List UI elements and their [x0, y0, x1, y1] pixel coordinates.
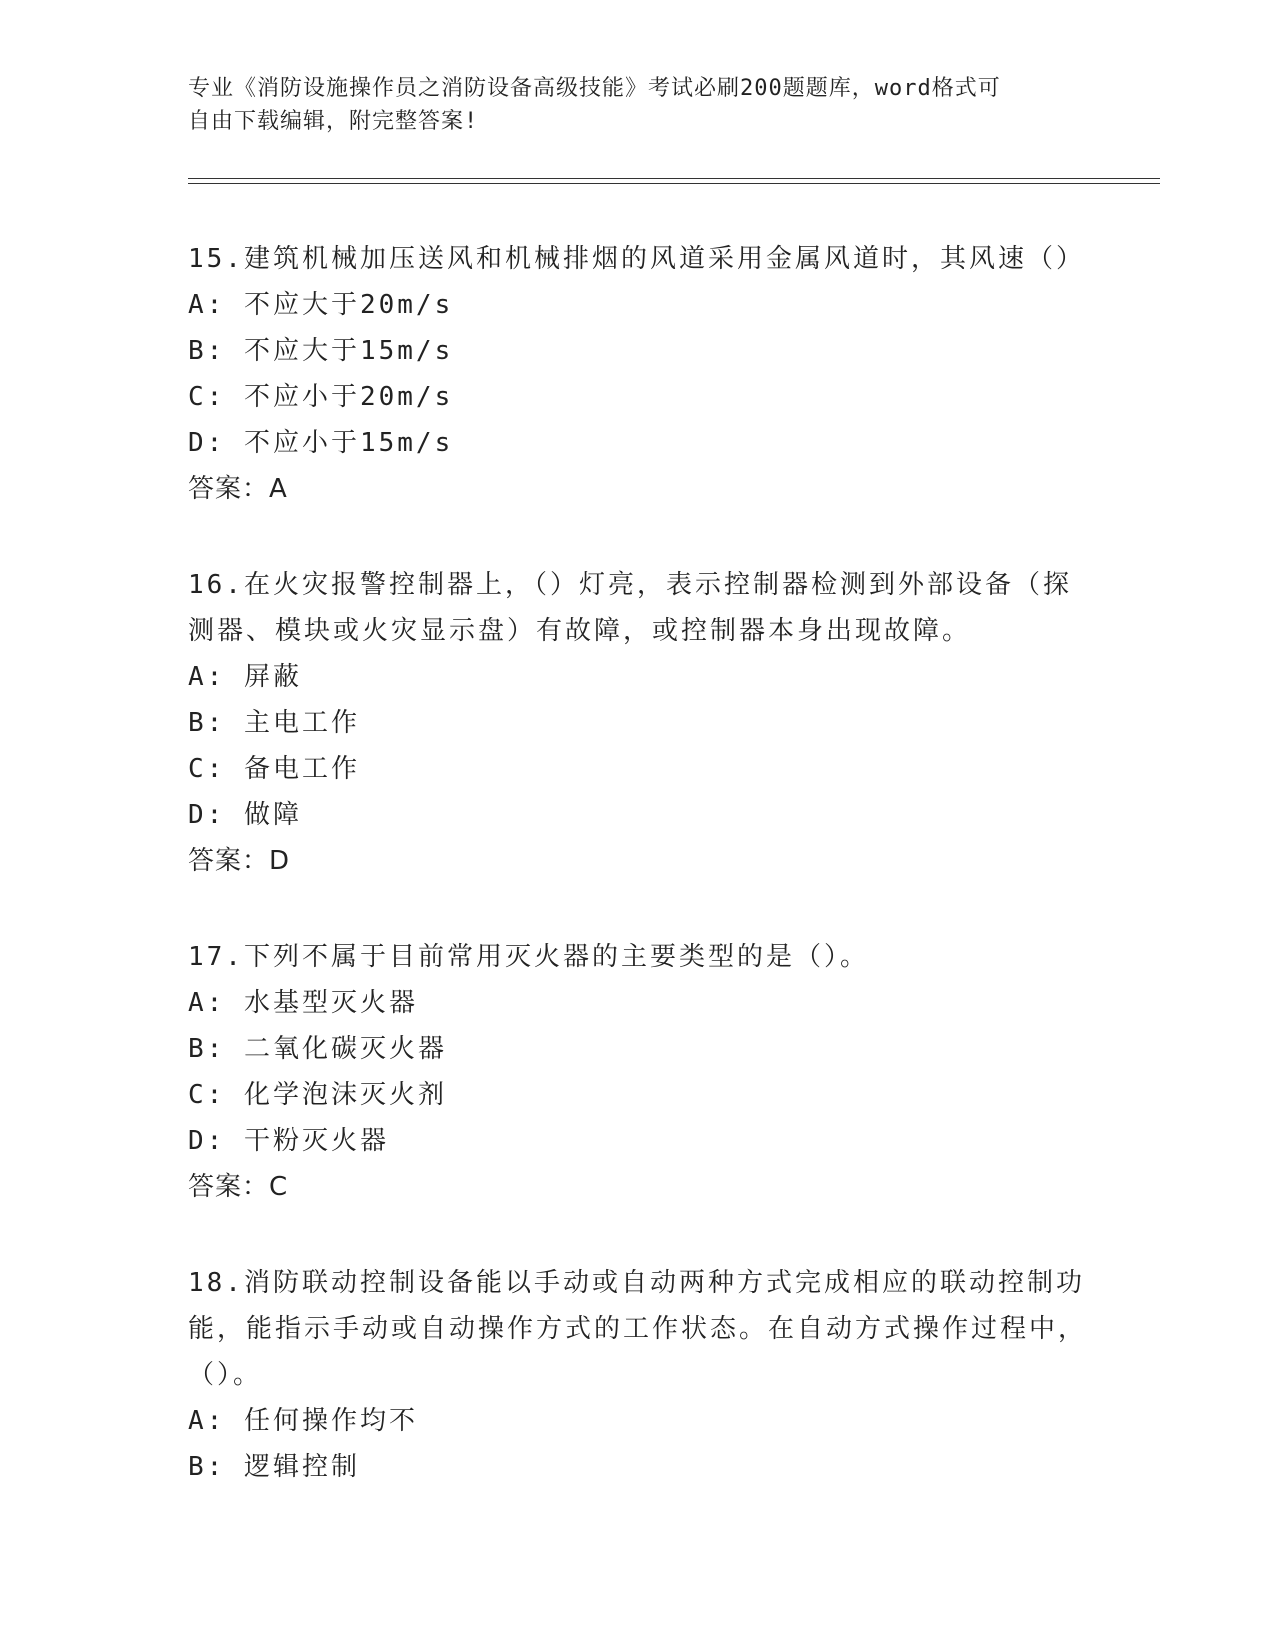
question-stem: 18.消防联动控制设备能以手动或自动两种方式完成相应的联动控制功能，能指示手动或自动操作方式的工作状态。在自动方式操作过程中，（）。	[188, 1268, 1088, 1390]
option-a: A: 屏蔽	[188, 662, 302, 692]
option-b: B: 二氧化碳灭火器	[188, 1034, 447, 1064]
question-list	[188, 236, 1088, 1540]
option-c: C: 备电工作	[188, 754, 360, 784]
option-a: A: 任何操作均不	[188, 1406, 418, 1436]
option-c: C: 化学泡沫灭火剂	[188, 1080, 447, 1110]
header-divider-bottom	[188, 183, 1160, 184]
document-header	[188, 72, 1088, 138]
option-b: B: 主电工作	[188, 708, 360, 738]
header-divider-top	[188, 178, 1160, 179]
option-c: C: 不应小于20m/s	[188, 382, 454, 412]
question-stem: 17.下列不属于目前常用灭火器的主要类型的是（）。	[188, 942, 869, 972]
option-b: B: 不应大于15m/s	[188, 336, 454, 366]
answer: 答案：C	[188, 1172, 289, 1202]
header-line-2: 自由下载编辑，附完整答案!	[188, 109, 479, 134]
question-16	[188, 562, 1088, 884]
option-a: A: 不应大于20m/s	[188, 290, 454, 320]
question-18	[188, 1260, 1088, 1490]
question-stem: 15.建筑机械加压送风和机械排烟的风道采用金属风道时，其风速（）	[188, 244, 1085, 274]
option-d: D: 做障	[188, 800, 302, 830]
option-d: D: 干粉灭火器	[188, 1126, 389, 1156]
header-line-1: 专业《消防设施操作员之消防设备高级技能》考试必刷200题题库，word格式可	[188, 76, 1001, 101]
answer: 答案：A	[188, 474, 288, 504]
question-stem: 16.在火灾报警控制器上，（）灯亮，表示控制器检测到外部设备（探测器、模块或火灾显示盘）有故障，或控制器本身出现故障。	[188, 570, 1072, 646]
option-b: B: 逻辑控制	[188, 1452, 360, 1482]
question-17	[188, 934, 1088, 1210]
answer: 答案：D	[188, 846, 291, 876]
option-d: D: 不应小于15m/s	[188, 428, 454, 458]
question-15	[188, 236, 1088, 512]
option-a: A: 水基型灭火器	[188, 988, 418, 1018]
